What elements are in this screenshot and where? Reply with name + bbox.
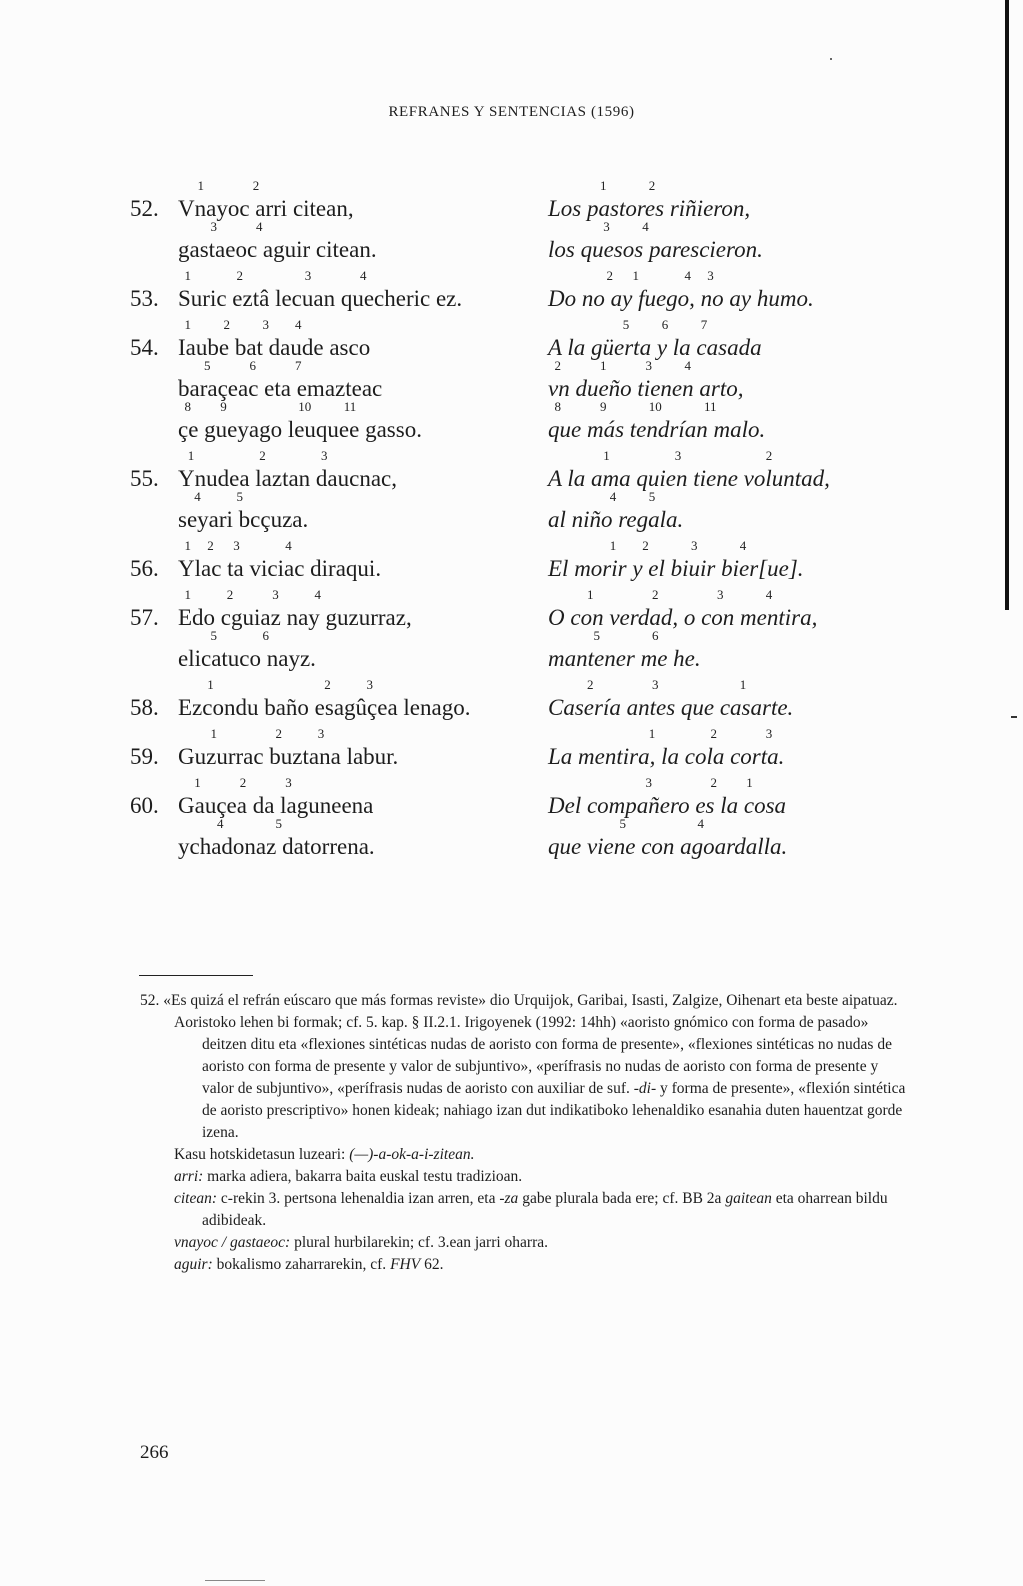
word-order-marks: 8 9 10 11 — [548, 399, 717, 414]
verse-line — [130, 677, 530, 718]
word-order-marks: 4 5 — [548, 489, 656, 504]
verse-line — [130, 178, 530, 219]
word-order-marks: 5 6 7 — [548, 317, 708, 332]
page-edge-tick — [1011, 716, 1017, 718]
word-order-marks: 1 3 2 — [548, 448, 773, 463]
verse-line — [546, 399, 976, 440]
basque-proverb — [130, 775, 530, 857]
proverb-number: 58. — [130, 695, 159, 720]
basque-proverb — [130, 538, 530, 579]
verse-line — [546, 816, 976, 857]
verse-line — [130, 448, 530, 489]
verse-line — [130, 399, 530, 440]
verse-text: mantener me he. — [548, 646, 701, 671]
verse-line — [546, 677, 976, 718]
verse-text: Do no ay fuego, no ay humo. — [548, 286, 814, 311]
spanish-proverb — [546, 317, 976, 440]
verse-line — [546, 219, 976, 260]
verse-text: Suric eztâ lecuan quecheric ez. — [178, 286, 463, 311]
verse-text: baraçeac eta emazteac — [178, 376, 383, 401]
verse-text: que más tendrían malo. — [548, 417, 766, 442]
proverb-number: 54. — [130, 335, 159, 360]
word-order-marks: 3 4 — [178, 219, 263, 234]
verse-text: los quesos parescieron. — [548, 237, 763, 262]
note-aguir: aguir: bokalismo zaharrarekin, cf. FHV 62. — [174, 1256, 444, 1273]
verse-line — [546, 178, 976, 219]
spanish-proverb — [546, 775, 976, 857]
verse-line — [130, 726, 530, 767]
word-order-marks: 1 2 3 4 — [548, 538, 747, 553]
word-order-marks: 1 2 3 — [178, 775, 292, 790]
verse-text: Iaube bat daude asco — [178, 335, 371, 360]
spanish-proverb — [546, 178, 976, 260]
verse-text: ychadonaz datorrena. — [178, 834, 375, 859]
verse-line — [130, 816, 530, 857]
spanish-proverb — [546, 448, 976, 530]
verse-line — [130, 317, 530, 358]
basque-proverb — [130, 268, 530, 309]
basque-proverb — [130, 677, 530, 718]
verse-text: seyari bcçuza. — [178, 507, 309, 532]
note-aoristo: Aoristoko lehen bi formak; cf. 5. kap. § II.2.1. Irigoyenek (1992: 14hh) «aoristo gnómico con forma de pasado» deitzen ditu eta «flexiones sintéticas nudas de aoristo con forma de presente», «flexiones sintéticas no nudas de aoristo con forma de presente y valor de subjuntivo», «perífrasis no nudas de aoristo con forma de presente y valor de subjuntivo», «perífrasis nudas de aoristo con auxiliar de suf. -di- y forma de presente», «flexión sintética de aoristo prescriptivo» honen kideak; nahiago izan dut indikatiboko lehenaldiko esanahia duten hauentzat gorde izena. — [174, 1014, 906, 1141]
word-order-marks: 1 2 — [178, 178, 260, 193]
verse-line — [130, 628, 530, 669]
verse-line — [130, 358, 530, 399]
verse-line — [546, 538, 976, 579]
verse-text: al niño regala. — [548, 507, 684, 532]
word-order-marks: 4 5 — [178, 816, 282, 831]
basque-proverb — [130, 726, 530, 767]
verse-text: El morir y el biuir bier[ue]. — [548, 556, 804, 581]
verse-line — [130, 268, 530, 309]
bottom-scan-mark — [205, 1580, 265, 1581]
word-order-marks: 1 2 3 4 — [178, 317, 302, 332]
word-order-marks: 2 1 4 3 — [548, 268, 714, 283]
proverb-number: 53. — [130, 286, 159, 311]
word-order-marks: 4 5 — [178, 489, 243, 504]
proverb-number: 57. — [130, 605, 159, 630]
basque-proverb — [130, 448, 530, 530]
proverb-number: 52. — [130, 196, 159, 221]
word-order-marks: 1 2 3 4 — [178, 268, 367, 283]
footnotes — [140, 990, 910, 1276]
verse-text: Ezcondu baño esagûçea lenago. — [178, 695, 471, 720]
verse-text: La mentira, la cola corta. — [548, 744, 785, 769]
word-order-marks: 1 2 3 4 — [548, 587, 773, 602]
note-kasu: Kasu hotskidetasun luzeari: (—)-a-ok-a-i-zitean. — [174, 1146, 475, 1163]
verse-line — [130, 489, 530, 530]
verse-line — [130, 775, 530, 816]
note-vnayoc: vnayoc / gastaeoc: plural hurbilarekin; cf. 3.ean jarri oharra. — [174, 1234, 549, 1251]
verse-line — [546, 628, 976, 669]
verse-text: elicatuco nayz. — [178, 646, 316, 671]
verse-line — [546, 775, 976, 816]
word-order-marks: 2 3 1 — [548, 677, 747, 692]
word-order-marks: 1 2 3 4 — [178, 538, 292, 553]
verse-line — [130, 219, 530, 260]
proverb-number: 59. — [130, 744, 159, 769]
note-arri: arri: marka adiera, bakarra baita euskal testu tradizioan. — [174, 1168, 523, 1185]
word-order-marks: 5 6 — [548, 628, 659, 643]
running-head: REFRANES Y SENTENCIAS (1596) — [388, 104, 635, 120]
verse-text: Guzurrac buztana labur. — [178, 744, 399, 769]
proverb-number: 60. — [130, 793, 159, 818]
basque-column — [130, 178, 530, 865]
verse-text: Casería antes que casarte. — [548, 695, 794, 720]
word-order-marks: 1 2 — [548, 178, 656, 193]
word-order-marks: 1 2 3 — [548, 726, 773, 741]
note-52: 52. «Es quizá el refrán eúscaro que más formas reviste» dio Urquijok, Garibai, Isasti, Zalgize, Oihenart eta beste aipatuaz. — [140, 992, 898, 1009]
word-order-marks: 1 2 3 — [178, 448, 328, 463]
verse-line — [546, 448, 976, 489]
verse-line — [546, 268, 976, 309]
spanish-proverb — [546, 726, 976, 767]
verse-text: A la güerta y la casada — [548, 335, 762, 360]
verse-text: Edo cguiaz nay guzurraz, — [178, 605, 412, 630]
verse-text: Vnayoc arri citean, — [178, 196, 354, 221]
page-edge-bar — [1005, 0, 1009, 610]
verse-text: Los pastores riñieron, — [548, 196, 751, 221]
verse-text: O con verdad, o con mentira, — [548, 605, 818, 630]
verse-line — [546, 317, 976, 358]
verse-text: Ylac ta viciac diraqui. — [178, 556, 382, 581]
verse-text: que viene con agoardalla. — [548, 834, 788, 859]
page-number: 266 — [140, 1442, 169, 1463]
basque-proverb — [130, 317, 530, 440]
verse-text: çe gueyago leuquee gasso. — [178, 417, 422, 442]
verse-text: gastaeoc aguir citean. — [178, 237, 377, 262]
note-citean: citean: c-rekin 3. pertsona lehenaldia izan arren, eta -za gabe plurala bada ere; cf. BB 2a gaitean eta oharrean bildu adibideak. — [174, 1190, 888, 1229]
verse-text: Del compañero es la cosa — [548, 793, 787, 818]
word-order-marks: 1 2 3 4 — [178, 587, 321, 602]
verse-line — [546, 587, 976, 628]
word-order-marks: 1 2 3 — [178, 677, 373, 692]
spanish-proverb — [546, 538, 976, 579]
verse-text: vn dueño tienen arto, — [548, 376, 744, 401]
word-order-marks: 1 2 3 — [178, 726, 325, 741]
word-order-marks: 2 1 3 4 — [548, 358, 691, 373]
word-order-marks: 3 2 1 — [548, 775, 753, 790]
verse-text: Ynudea laztan daucnac, — [178, 466, 398, 491]
spanish-proverb — [546, 587, 976, 669]
basque-proverb — [130, 587, 530, 669]
word-order-marks: 3 4 — [548, 219, 649, 234]
spanish-proverb — [546, 677, 976, 718]
verse-line — [130, 587, 530, 628]
word-order-marks: 8 9 10 11 — [178, 399, 357, 414]
verse-line — [130, 538, 530, 579]
verse-line — [546, 726, 976, 767]
basque-proverb — [130, 178, 530, 260]
word-order-marks: 5 6 7 — [178, 358, 302, 373]
word-order-marks: 5 4 — [548, 816, 704, 831]
verse-text: A la ama quien tiene voluntad, — [548, 466, 830, 491]
verse-line — [546, 489, 976, 530]
proverb-number: 56. — [130, 556, 159, 581]
verse-line — [546, 358, 976, 399]
proverb-number: 55. — [130, 466, 159, 491]
scan-speck — [830, 58, 832, 60]
spanish-proverb — [546, 268, 976, 309]
word-order-marks: 5 6 — [178, 628, 269, 643]
verse-text: Gauçea da laguneena — [178, 793, 374, 818]
footnote-rule — [139, 975, 253, 976]
spanish-column — [546, 178, 976, 865]
